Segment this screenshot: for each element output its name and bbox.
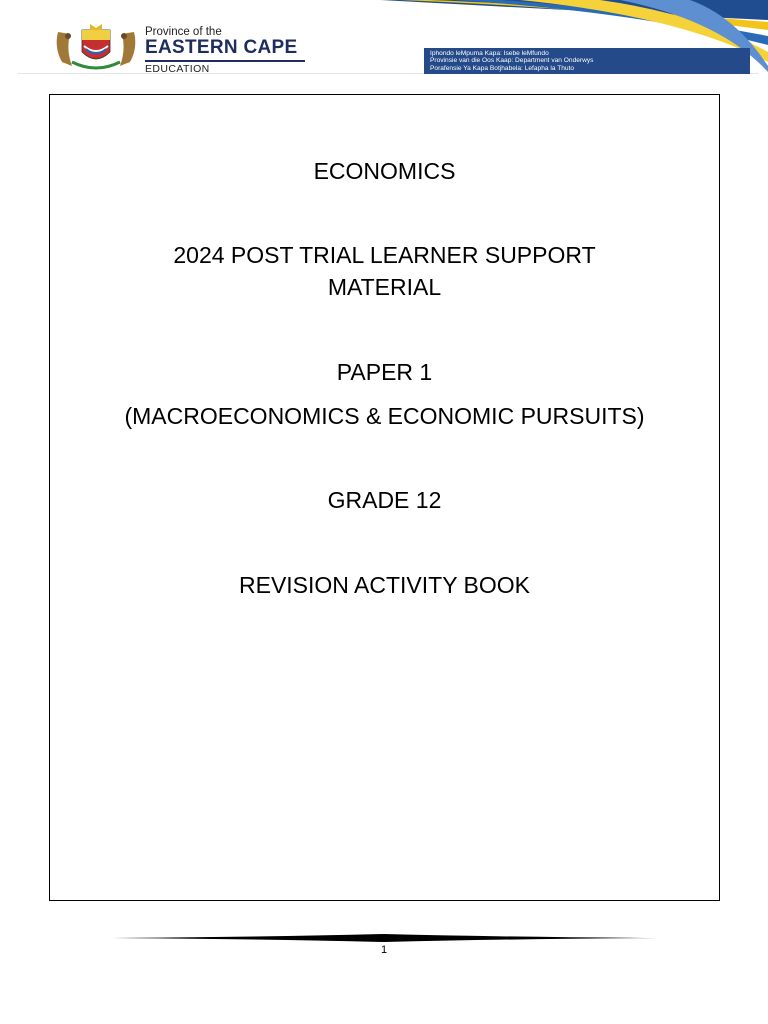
province-name: EASTERN CAPE — [145, 37, 298, 58]
language-line-sesotho: Porafensie Ya Kapa Botjhabela: Lefapha la Thuto — [430, 64, 575, 72]
subject-title: ECONOMICS — [313, 158, 456, 184]
language-line-xhosa: Iphondo leMpuma Kapa: Isebe leMfundo — [430, 50, 549, 57]
book-type-label: REVISION ACTIVITY BOOK — [239, 572, 530, 598]
material-title-line2: MATERIAL — [327, 274, 442, 300]
paper-topics: (MACROECONOMICS & ECONOMIC PURSUITS) — [124, 403, 645, 429]
language-line-afrikaans: Provinsie van die Oos Kaap: Department van Onderwys — [430, 57, 594, 65]
grade-label: GRADE 12 — [327, 487, 442, 513]
page-header — [0, 0, 768, 82]
material-title-line1: 2024 POST TRIAL LEARNER SUPPORT — [173, 242, 596, 268]
department-language-banner — [424, 48, 750, 74]
page-number: 1 — [380, 944, 388, 956]
footer-divider — [112, 930, 656, 944]
paper-number: PAPER 1 — [336, 359, 433, 385]
department-name: EDUCATION — [145, 62, 210, 75]
coat-of-arms-icon — [52, 22, 140, 74]
cover-title-box — [49, 94, 720, 901]
province-prefix: Province of the — [145, 26, 222, 38]
province-logo-text — [145, 26, 307, 75]
province-underline — [145, 60, 305, 62]
